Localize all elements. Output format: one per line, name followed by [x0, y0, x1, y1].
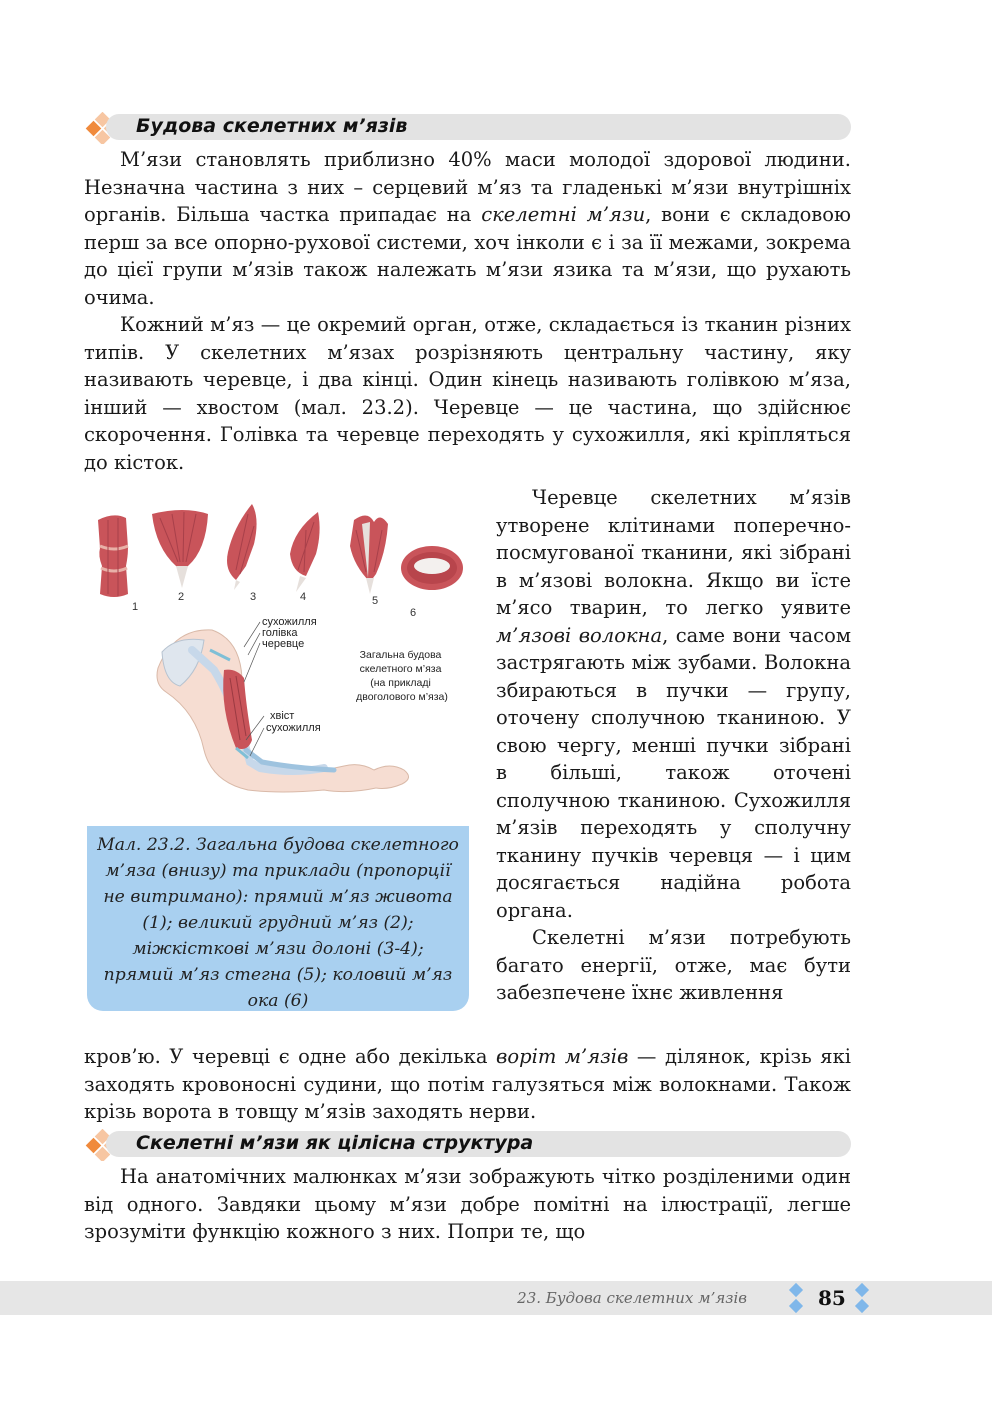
- label-tendon-bottom: сухожилля: [266, 722, 321, 734]
- section-title: Скелетні м’язи як цілісна структура: [136, 1132, 534, 1154]
- diamond-icon: [855, 1299, 869, 1313]
- muscle-orbicularis-oculi-icon: [401, 546, 463, 590]
- paragraph: Кожний м’яз — це окремий орган, отже, складається із тканин різних типів. У скелетних м’язах розрізняють центральну частину, яку називають черевце, і два кінці. Один кінець називають голівкою м’яза, інший — хвостом (мал. 23.2). Черевце — це частина, що здійснює скорочення. Голівка та черевце переходять у сухожилля, які кріпляться до кісток.: [84, 313, 851, 474]
- figure-number: 2: [178, 591, 185, 603]
- diamond-icon: [855, 1283, 869, 1297]
- paragraph: Черевце скелетних м’язів утворене клітинами поперечно-посмугованої тканини, які зібрані в м’язові волокна. Якщо ви їсте м’ясо тварин, то легко уявите м’язові волокна, саме вони часом застрягають між зубами. Волокна збираються в пучки — групу, оточену сполучною тканиною. У свою чергу, менші пучки зібрані в більші, також оточені сполучною тканиною. Сухожилля м’язів переходять у сполучну тканину пучків черевця — і цим досягається надійна робота органа.: [496, 486, 851, 922]
- label-belly: черевце: [262, 638, 305, 650]
- paragraph: На анатомічних малюнках м’язи зображують чітко розділеними один від одного. Завдяки цьому м’язи добре помітні на ілюстрації, легше зрозуміти функцію кожного з них. Попри те, що: [84, 1165, 851, 1243]
- figure-number: 3: [250, 591, 257, 603]
- figure-number: 5: [372, 595, 379, 607]
- section-header-1: [84, 112, 851, 140]
- emphasis: м’язові волокна: [496, 623, 663, 647]
- section2-text: [84, 1163, 851, 1246]
- footer: [0, 1281, 992, 1315]
- emphasis: воріт м’язів: [496, 1045, 629, 1068]
- figure-caption: Мал. 23.2. Загальна будова скелетного м’яза (внизу) та приклади (пропорції не витримано): прямий м’яз живота (1); великий грудний м’яз (2); міжкісткові м’язи долоні (3-4); прямий м’яз стегна (5); коловий м’яз ока (6): [87, 826, 469, 1011]
- figure-number: 1: [132, 601, 139, 613]
- muscle-figure: [84, 500, 470, 826]
- label-tendon-top: сухожилля: [262, 616, 317, 628]
- muscle-rectus-abdominis-icon: [98, 515, 128, 597]
- section-title: Будова скелетних м’язів: [136, 115, 408, 137]
- figure-inner-title: Загальна будова скелетного м’яза (на прикладі двоголового м’яза): [356, 649, 448, 703]
- diamond-icon: [789, 1299, 803, 1313]
- section-header-2: [84, 1129, 851, 1157]
- paragraph: М’язи становлять приблизно 40% маси молодої здорової людини. Незначна частина з них – серцевий м’яз та гладенькі м’язи внутрішніх органів. Більша частка припадає на скелетні м’язи, вони є складовою перш за все опорно-рухової системи, хоч інколи є і за її межами, зокрема до цієї групи м’язів також належать м’язи язика та м’язи, що рухають очима.: [84, 148, 852, 309]
- paragraph: кров’ю. У черевці є одне або декілька воріт м’язів — ділянок, крізь які заходять кровоносні судини, що потім галузяться між волокнами. Також крізь ворота в товщу м’язів заходять нерви.: [84, 1045, 852, 1123]
- muscle-rectus-femoris-icon: [350, 515, 388, 594]
- muscle-interosseous-2-icon: [290, 512, 320, 592]
- figure-number: 4: [300, 591, 307, 603]
- emphasis: скелетні м’язи: [481, 203, 646, 226]
- label-tail: хвіст: [270, 710, 295, 722]
- paragraph: Скелетні м’язи потребують багато енергії, отже, має бути забезпечене їхнє живлення: [496, 926, 851, 1004]
- muscle-pectoralis-icon: [152, 510, 208, 588]
- right-column-text: [496, 484, 851, 1007]
- continuation-text: [84, 1043, 851, 1126]
- intro-text: [84, 146, 851, 476]
- running-title: 23. Будова скелетних м’язів: [517, 1289, 747, 1307]
- page-number: 85: [818, 1286, 846, 1310]
- diamond-icon: [789, 1283, 803, 1297]
- muscle-interosseous-1-icon: [227, 504, 257, 590]
- figure-number: 6: [410, 607, 417, 619]
- label-head: голівка: [262, 627, 298, 639]
